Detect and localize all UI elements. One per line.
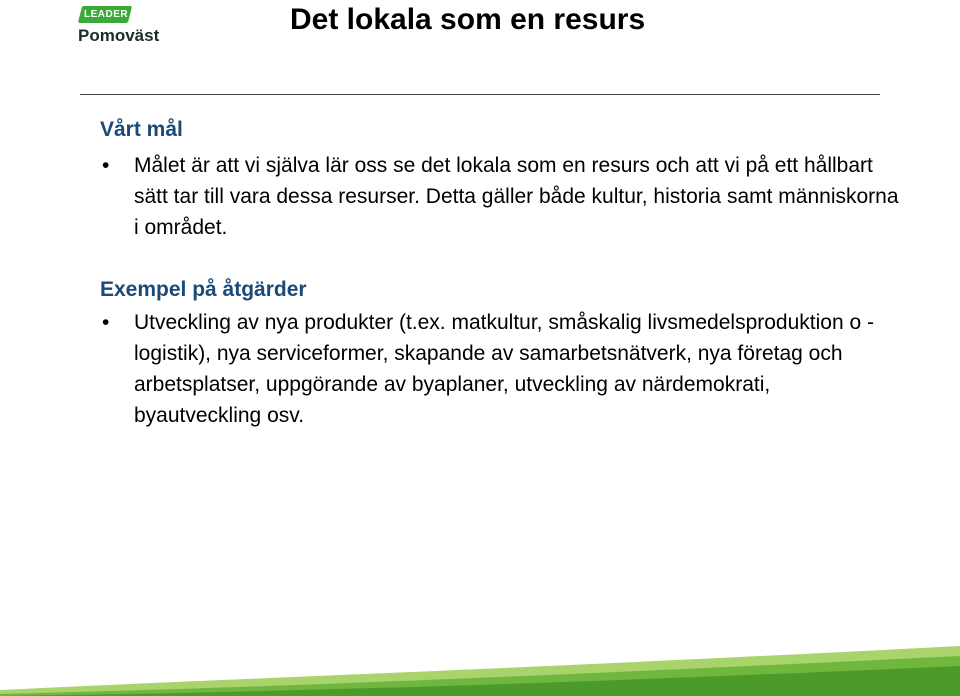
- green-swoosh-graphic: [0, 640, 960, 696]
- section-heading-goal: Vårt mål: [100, 118, 183, 141]
- section-heading-examples: Exempel på åtgärder: [100, 278, 307, 301]
- leader-badge-text: LEADER: [84, 9, 129, 20]
- logo-name: Pomoväst: [78, 26, 160, 45]
- bottom-green-band: [0, 640, 960, 696]
- bullet-dot-icon: •: [102, 311, 110, 334]
- bullet-goal-text: Målet är att vi själva lär oss se det lokala som en resurs och att vi på ett hållbart sätt tar till vara dessa resurser. Detta gäller både kultur, historia samt människorna i området.: [134, 154, 899, 239]
- bullet-goal: [100, 150, 900, 243]
- bullet-examples: [100, 307, 900, 431]
- bullet-examples-text: Utveckling av nya produkter (t.ex. matkultur, småskalig livsmedelsproduktion o -logistik), nya serviceformer, skapande av samarbetsnätverk, nya företag och arbetsplatser, uppgörande av byaplaner, utveckling av närdemokrati, byautveckling osv.: [134, 311, 874, 427]
- slide-title: Det lokala som en resurs: [290, 3, 646, 36]
- bullet-dot-icon: •: [102, 154, 110, 177]
- leader-pomovast-logo: [78, 5, 178, 45]
- title-divider: [80, 94, 880, 95]
